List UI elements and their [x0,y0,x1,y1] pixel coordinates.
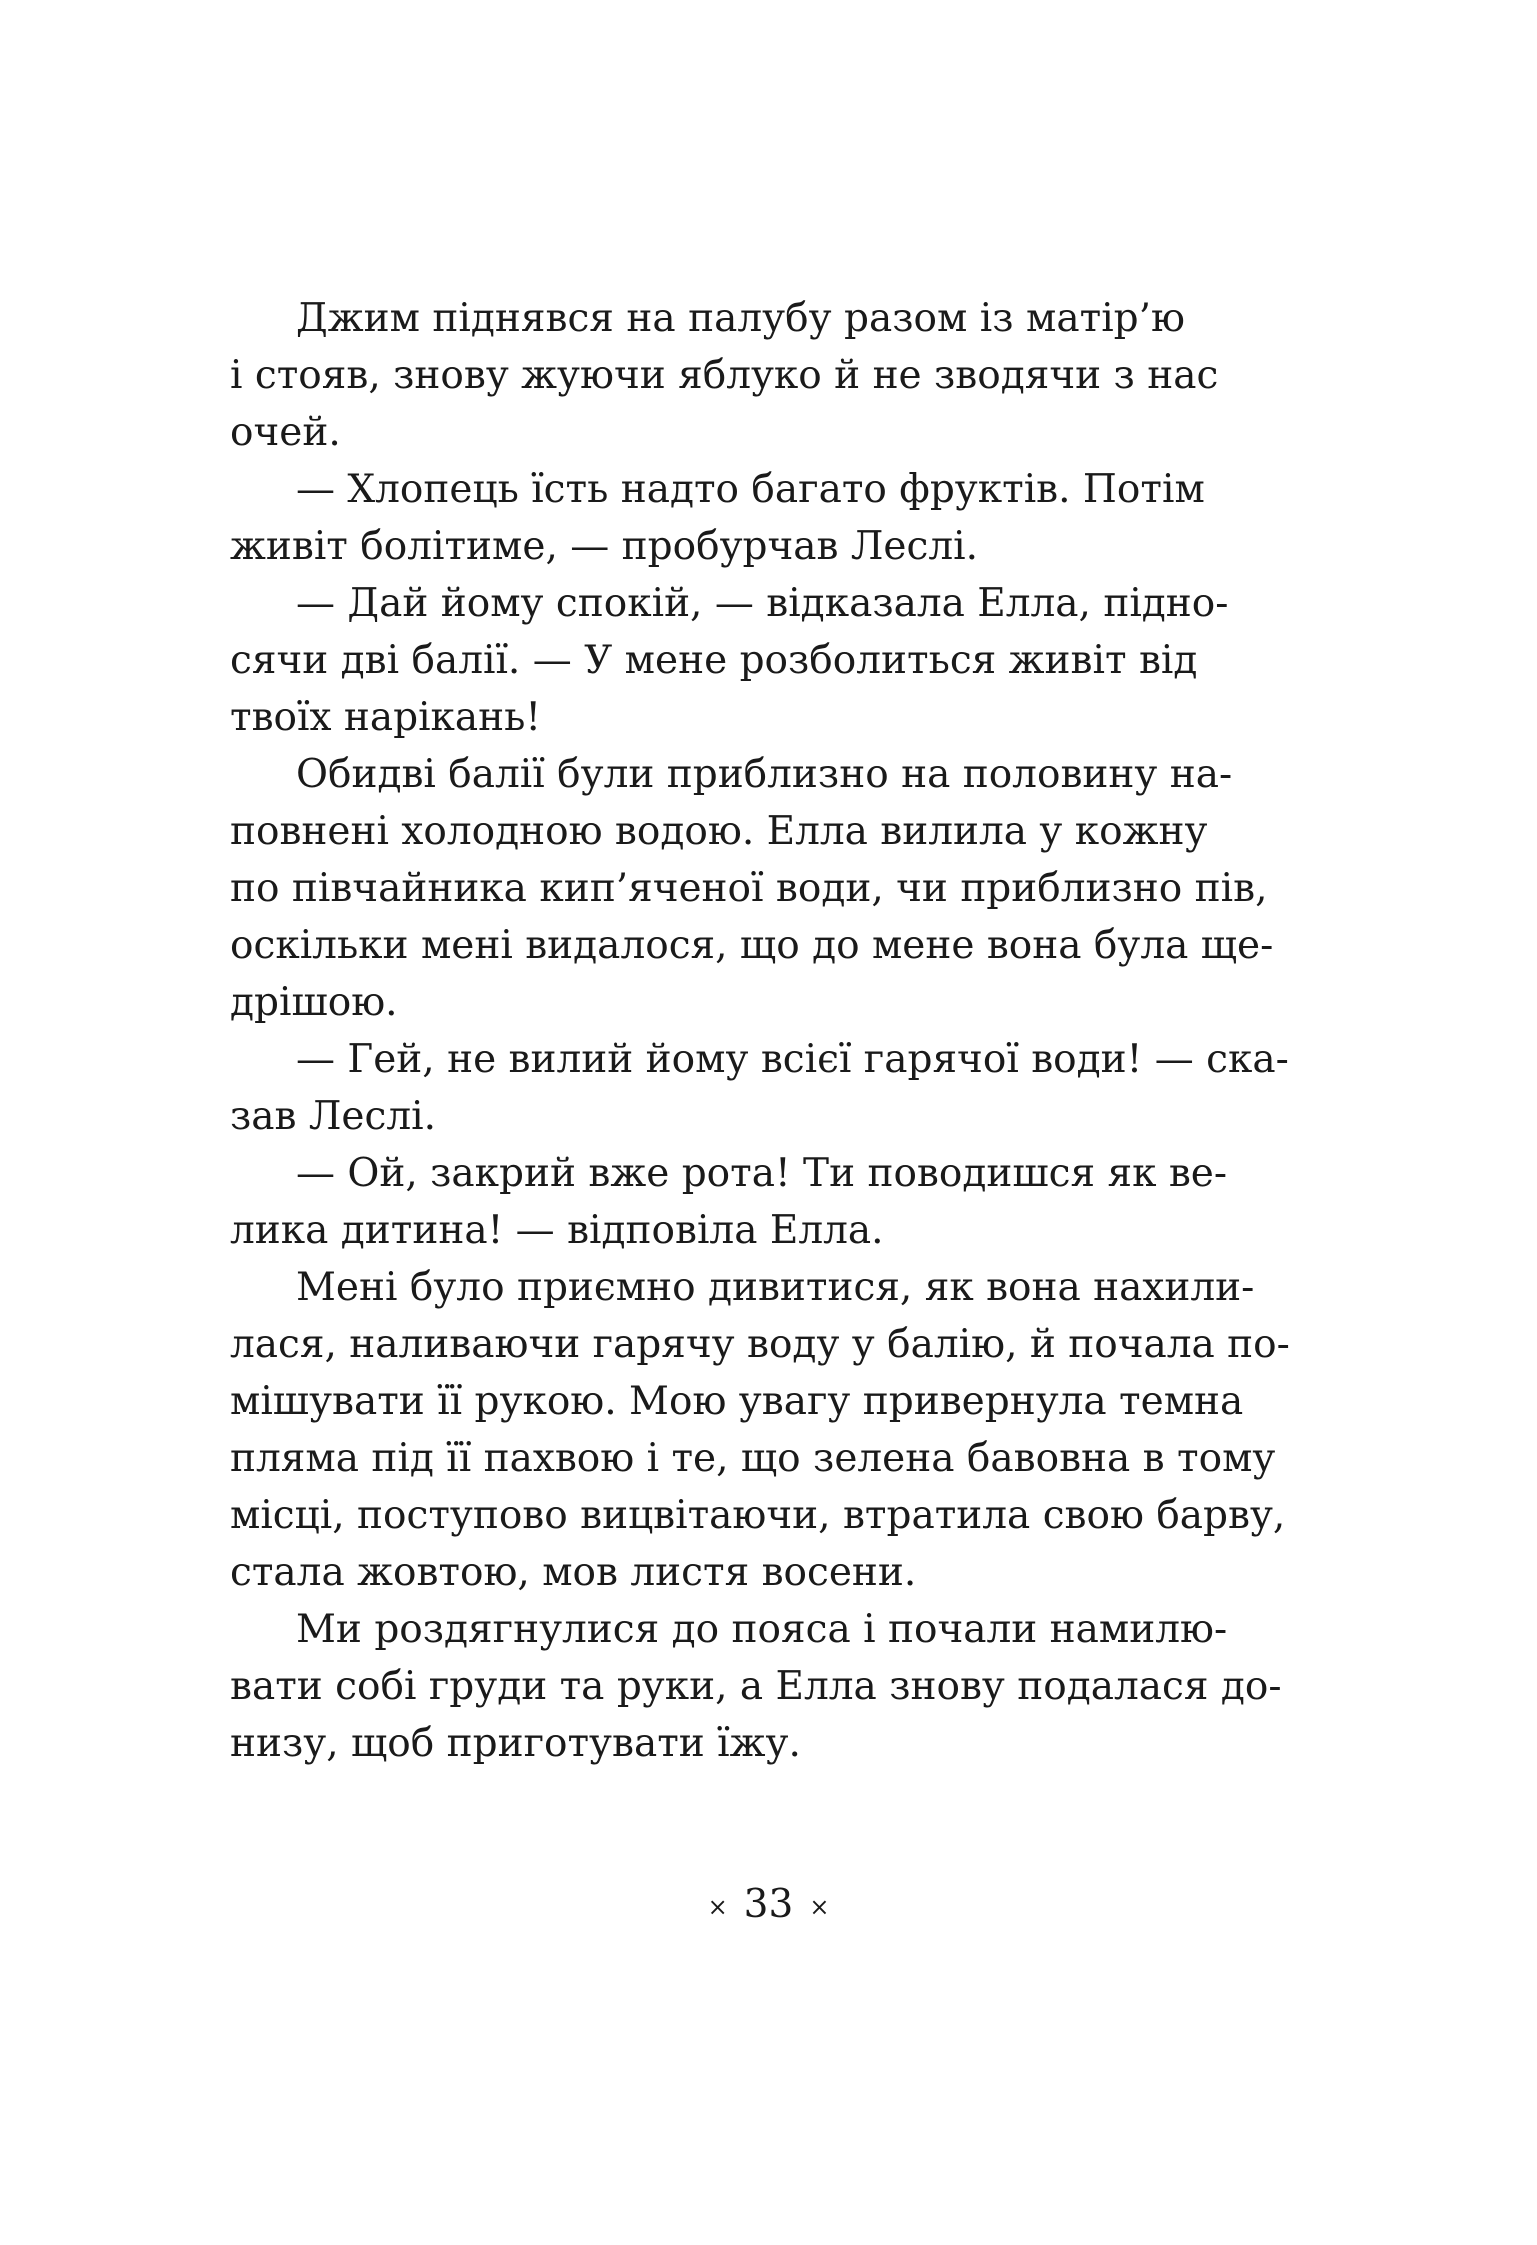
text-line: — Ой, закрий вже рота! Ти поводишся як ве- [296,1151,1228,1196]
text-line: мішувати її рукою. Мою увагу привернула темна [230,1379,1244,1424]
page-number: 33 [743,1882,794,1927]
text-line: лася, наливаючи гарячу воду у балію, й почала по- [230,1322,1290,1367]
ornament-right-icon: × [809,1893,830,1921]
paragraph [230,746,1274,1031]
paragraph [230,1145,1228,1259]
text-line: лика дитина! — відповіла Елла. [230,1208,884,1253]
body-text [230,290,1290,1772]
text-line: живіт болітиме, — пробурчав Леслі. [230,524,978,569]
paragraph [230,290,1219,461]
text-line: сячи дві балії. — У мене розболиться живіт від [230,638,1198,683]
text-line: очей. [230,410,341,455]
paragraph [230,575,1229,746]
text-line: Обидві балії були приблизно на половину на- [296,752,1233,797]
text-line: Ми роздягнулися до пояса і почали намилю- [296,1607,1228,1652]
text-line: повнені холодною водою. Елла вилила у кожну [230,809,1208,854]
paragraph [230,461,1205,575]
paragraph [230,1031,1289,1145]
text-line: Мені було приємно дивитися, як вона нахили- [296,1265,1255,1310]
text-line: твоїх нарікань! [230,695,542,740]
ornament-left-icon: × [707,1893,728,1921]
text-line: вати собі груди та руки, а Елла знову подалася до- [230,1664,1282,1709]
text-line: пляма під її пахвою і те, що зелена бавовна в тому [230,1436,1276,1481]
paragraph [230,1601,1282,1772]
text-line: — Дай йому спокій, — відказала Елла, підно- [296,581,1229,626]
page-footer [0,1880,1537,1932]
text-line: низу, щоб приготувати їжу. [230,1721,801,1766]
text-line: і стояв, знову жуючи яблуко й не зводячи з нас [230,353,1219,398]
text-line: — Гей, не вилий йому всієї гарячої води! — ска- [296,1037,1289,1082]
text-line: зав Леслі. [230,1094,436,1139]
text-line: по півчайника кип’яченої води, чи приблизно пів, [230,866,1268,911]
text-line: оскільки мені видалося, що до мене вона була ще- [230,923,1274,968]
text-line: місці, поступово вицвітаючи, втратила свою барву, [230,1493,1286,1538]
paragraph [230,1259,1290,1601]
text-line: стала жовтою, мов листя восени. [230,1550,917,1595]
text-line: дрішою. [230,980,398,1025]
text-line: — Хлопець їсть надто багато фруктів. Потім [296,467,1205,512]
text-line: Джим піднявся на палубу разом із матір’ю [296,296,1185,341]
